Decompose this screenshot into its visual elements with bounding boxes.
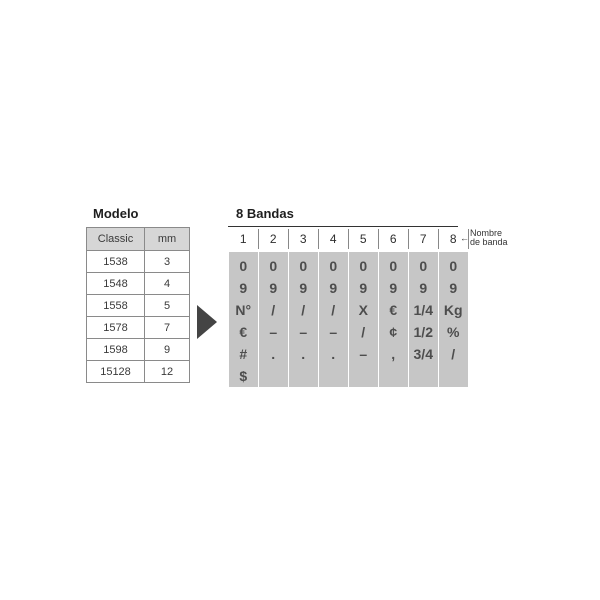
band-glyph: 0 bbox=[299, 258, 308, 274]
band-glyph: X bbox=[358, 302, 368, 318]
band-glyph: Kg bbox=[443, 302, 463, 318]
band-glyph: 9 bbox=[449, 280, 458, 296]
bandas-divider bbox=[228, 226, 458, 227]
band-glyph: – bbox=[299, 324, 308, 340]
bandas-title: 8 Bandas bbox=[236, 206, 294, 221]
nombre-de-banda-label bbox=[470, 229, 508, 247]
mm-cell: 5 bbox=[145, 295, 190, 317]
band-glyph: – bbox=[329, 324, 338, 340]
band-glyph: ¢ bbox=[389, 324, 398, 340]
model-cell: 1558 bbox=[87, 295, 145, 317]
band-glyph: 0 bbox=[239, 258, 248, 274]
band-column bbox=[349, 252, 378, 387]
band-number: 8 bbox=[449, 232, 457, 246]
right-arrow-icon bbox=[197, 305, 217, 339]
table-row bbox=[87, 295, 190, 317]
band-glyph: 9 bbox=[329, 280, 338, 296]
band-glyph: / bbox=[271, 302, 276, 318]
band-glyph: 0 bbox=[329, 258, 338, 274]
nombre-label-line1: Nombre bbox=[470, 228, 503, 238]
band-glyph: / bbox=[361, 324, 366, 340]
table-row bbox=[87, 339, 190, 361]
mm-cell: 3 bbox=[145, 251, 190, 273]
band-glyph: 1/2 bbox=[413, 324, 433, 340]
band-glyph: 0 bbox=[449, 258, 458, 274]
band-column bbox=[319, 252, 348, 387]
band-glyph: € bbox=[239, 324, 248, 340]
model-cell: 1538 bbox=[87, 251, 145, 273]
band-glyph: % bbox=[447, 324, 460, 340]
band-glyph: 9 bbox=[299, 280, 308, 296]
band-glyph: / bbox=[451, 346, 456, 362]
band-glyph: – bbox=[269, 324, 278, 340]
band-glyph: . bbox=[271, 346, 276, 362]
band-glyph: . bbox=[331, 346, 336, 362]
band-glyph: / bbox=[301, 302, 306, 318]
band-number: 1 bbox=[239, 232, 247, 246]
band-glyph: N° bbox=[235, 302, 252, 318]
band-number: 6 bbox=[389, 232, 397, 246]
band-glyph: 9 bbox=[359, 280, 368, 296]
mm-cell: 9 bbox=[145, 339, 190, 361]
band-glyph: 3/4 bbox=[413, 346, 433, 362]
model-cell: 1598 bbox=[87, 339, 145, 361]
modelo-table bbox=[86, 227, 190, 383]
band-glyph: 0 bbox=[359, 258, 368, 274]
band-glyph: € bbox=[389, 302, 398, 318]
model-cell: 1548 bbox=[87, 273, 145, 295]
table-row bbox=[87, 273, 190, 295]
modelo-header-row bbox=[87, 228, 190, 251]
band-column bbox=[259, 252, 288, 387]
band-glyph: 9 bbox=[389, 280, 398, 296]
table-row bbox=[87, 251, 190, 273]
band-column bbox=[379, 252, 408, 387]
band-number: 4 bbox=[329, 232, 337, 246]
model-cell: 1578 bbox=[87, 317, 145, 339]
band-glyph: / bbox=[331, 302, 336, 318]
table-row bbox=[87, 361, 190, 383]
band-glyph: 0 bbox=[389, 258, 398, 274]
band-column bbox=[229, 252, 258, 387]
band-glyph: # bbox=[239, 346, 248, 362]
left-arrow-icon: ← bbox=[460, 233, 469, 243]
band-column bbox=[289, 252, 318, 387]
nombre-label-line2: de banda bbox=[470, 237, 508, 247]
mm-header: mm bbox=[145, 228, 190, 251]
model-cell: 15128 bbox=[87, 361, 145, 383]
modelo-title: Modelo bbox=[93, 206, 139, 221]
band-number: 7 bbox=[419, 232, 427, 246]
mm-cell: 4 bbox=[145, 273, 190, 295]
band-number: 5 bbox=[359, 232, 367, 246]
band-glyph: , bbox=[391, 346, 396, 362]
band-glyph: 0 bbox=[269, 258, 278, 274]
classic-header: Classic bbox=[87, 228, 145, 251]
band-number: 2 bbox=[269, 232, 277, 246]
band-glyph: $ bbox=[239, 368, 248, 384]
band-glyph: 9 bbox=[239, 280, 248, 296]
band-glyph: . bbox=[301, 346, 306, 362]
mm-cell: 7 bbox=[145, 317, 190, 339]
band-glyph: 0 bbox=[419, 258, 428, 274]
band-glyph: – bbox=[359, 346, 368, 362]
band-glyph: 9 bbox=[419, 280, 428, 296]
band-glyph: 9 bbox=[269, 280, 278, 296]
mm-cell: 12 bbox=[145, 361, 190, 383]
band-column bbox=[439, 252, 468, 387]
modelo-body bbox=[87, 251, 190, 383]
table-row bbox=[87, 317, 190, 339]
band-number: 3 bbox=[299, 232, 307, 246]
band-glyph: 1/4 bbox=[413, 302, 433, 318]
band-column bbox=[409, 252, 438, 387]
